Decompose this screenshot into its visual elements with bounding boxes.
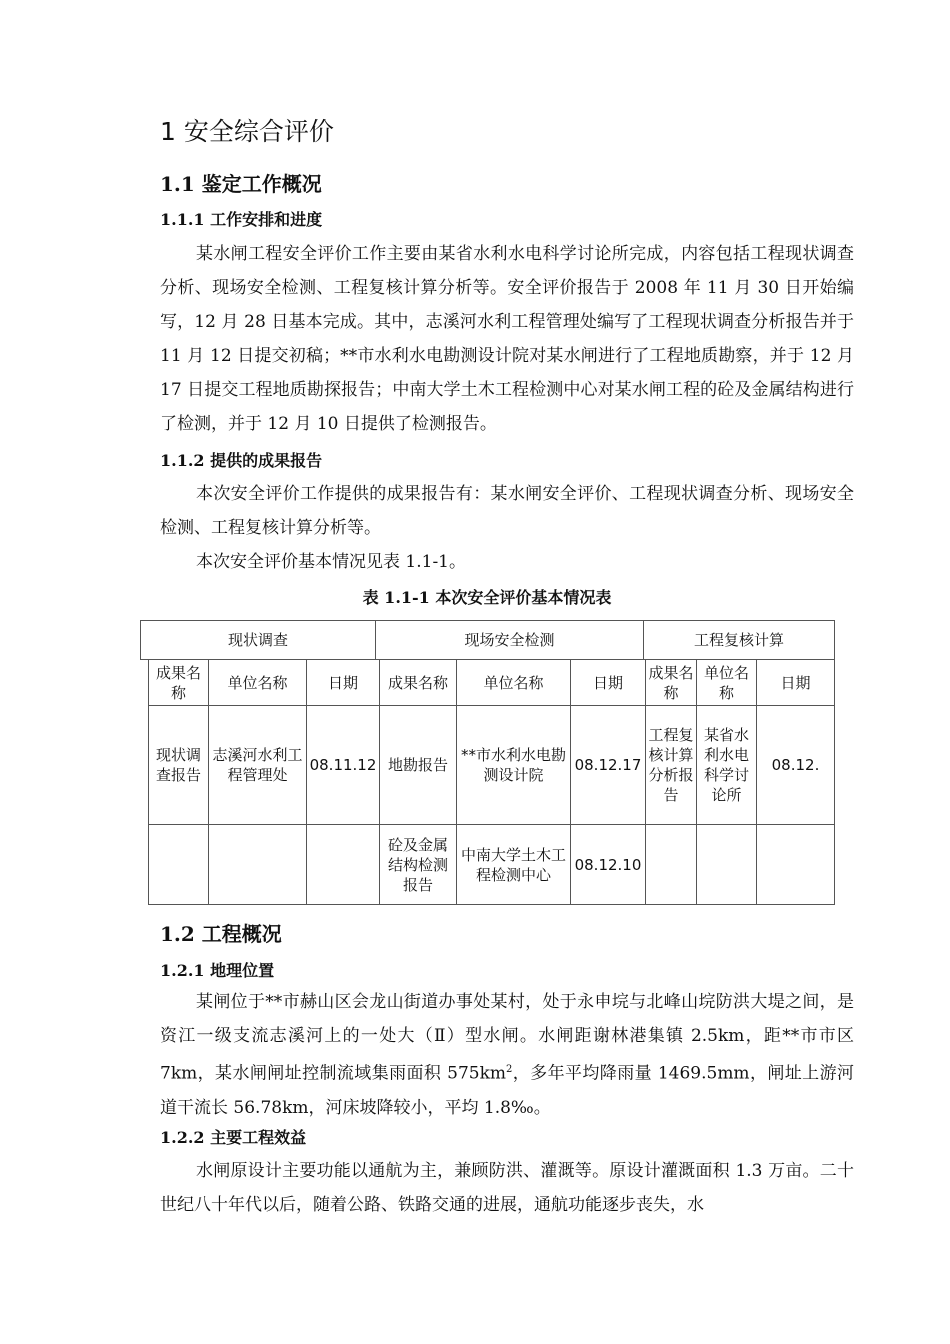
paragraph-location	[160, 985, 854, 1125]
location-text-part-1: 某闸位于**市赫山区会龙山街道办事处某村，处于永申垸与北峰山垸防洪大堤之间，是资江一级支流志溪河上的一处大（Ⅱ）型水闸。水闸距谢林港集镇 2.5km，距**市市区 7km，某水闸闸址控制流域集雨面积 575km	[160, 992, 854, 1084]
subsection-heading-1-2-1: 1.2.1 地理位置	[160, 961, 275, 980]
header-cell: 单位名称	[457, 660, 571, 706]
table-cell: 08.12.17	[571, 706, 646, 825]
paragraph-benefits: 水闸原设计主要功能以通航为主，兼顾防洪、灌溉等。原设计灌溉面积 1.3 万亩。二十世纪八十年代以后，随着公路、铁路交通的进展，通航功能逐步丧失，水	[160, 1161, 854, 1215]
header-cell: 成果名称	[646, 660, 697, 706]
evaluation-summary-table	[148, 659, 835, 905]
header-cell: 单位名称	[209, 660, 307, 706]
subsection-heading-1-1-1: 1.1.1 工作安排和进度	[160, 210, 323, 229]
table-cell	[697, 825, 757, 905]
chapter-title: 1 安全综合评价	[160, 117, 334, 146]
table-cell	[209, 825, 307, 905]
table-cell: 中南大学土木工程检测中心	[457, 825, 571, 905]
location-text-part-2: ，多年平均降雨量 1469.5mm，闸址上游河道干流长 56.78km，河床坡降较小，平均 1.8‰。	[160, 1063, 854, 1118]
table-cell: 地勘报告	[380, 706, 457, 825]
paragraph-table-reference: 本次安全评价基本情况见表 1.1-1。	[196, 552, 466, 572]
table-cell: 08.11.12	[307, 706, 380, 825]
group-header-inspection: 现场安全检测	[376, 621, 644, 660]
header-cell: 单位名称	[697, 660, 757, 706]
paragraph-deliverables: 本次安全评价工作提供的成果报告有：某水闸安全评价、工程现状调查分析、现场安全检测、工程复核计算分析等。	[160, 484, 854, 538]
table-row	[149, 706, 835, 825]
group-header-survey: 现状调查	[141, 621, 376, 660]
table-cell: 砼及金属结构检测报告	[380, 825, 457, 905]
group-header-calculation: 工程复核计算	[644, 621, 835, 660]
table-cell	[149, 825, 209, 905]
paragraph-work-progress: 某水闸工程安全评价工作主要由某省水利水电科学讨论所完成，内容包括工程现状调查分析、现场安全检测、工程复核计算分析等。安全评价报告于 2008 年 11 月 30 日开始编写，12 月 28 日基本完成。其中，志溪河水利工程管理处编写了工程现状调查分析报告并于 11 月 12 日提交初稿；**市水利水电勘测设计院对某水闸进行了工程地质勘察，并于 12 月 17 日提交工程地质勘探报告；中南大学土木工程检测中心对某水闸工程的砼及金属结构进行了检测，并于 12 月 10 日提供了检测报告。	[160, 244, 854, 434]
header-cell: 成果名称	[380, 660, 457, 706]
subsection-heading-1-2-2: 1.2.2 主要工程效益	[160, 1128, 307, 1147]
table-row	[149, 825, 835, 905]
table-cell: 工程复核计算分析报告	[646, 706, 697, 825]
header-cell: 日期	[571, 660, 646, 706]
table-cell	[307, 825, 380, 905]
table-cell	[757, 825, 835, 905]
table-cell: 某省水利水电科学讨论所	[697, 706, 757, 825]
subsection-heading-1-1-2: 1.1.2 提供的成果报告	[160, 451, 323, 470]
table-cell: 志溪河水利工程管理处	[209, 706, 307, 825]
table-cell: 08.12.	[757, 706, 835, 825]
superscript-2: 2	[506, 1064, 513, 1075]
table-cell: **市水利水电勘测设计院	[457, 706, 571, 825]
table-cell: 现状调查报告	[149, 706, 209, 825]
header-cell: 日期	[757, 660, 835, 706]
section-heading-1-1: 1.1 鉴定工作概况	[160, 172, 322, 196]
table-cell: 08.12.10	[571, 825, 646, 905]
table-cell	[646, 825, 697, 905]
section-heading-1-2: 1.2 工程概况	[160, 922, 282, 946]
table-caption: 表 1.1-1 本次安全评价基本情况表	[362, 588, 612, 607]
header-cell: 日期	[307, 660, 380, 706]
header-cell: 成果名称	[149, 660, 209, 706]
table-group-header	[140, 620, 835, 660]
table-header-row	[149, 660, 835, 706]
